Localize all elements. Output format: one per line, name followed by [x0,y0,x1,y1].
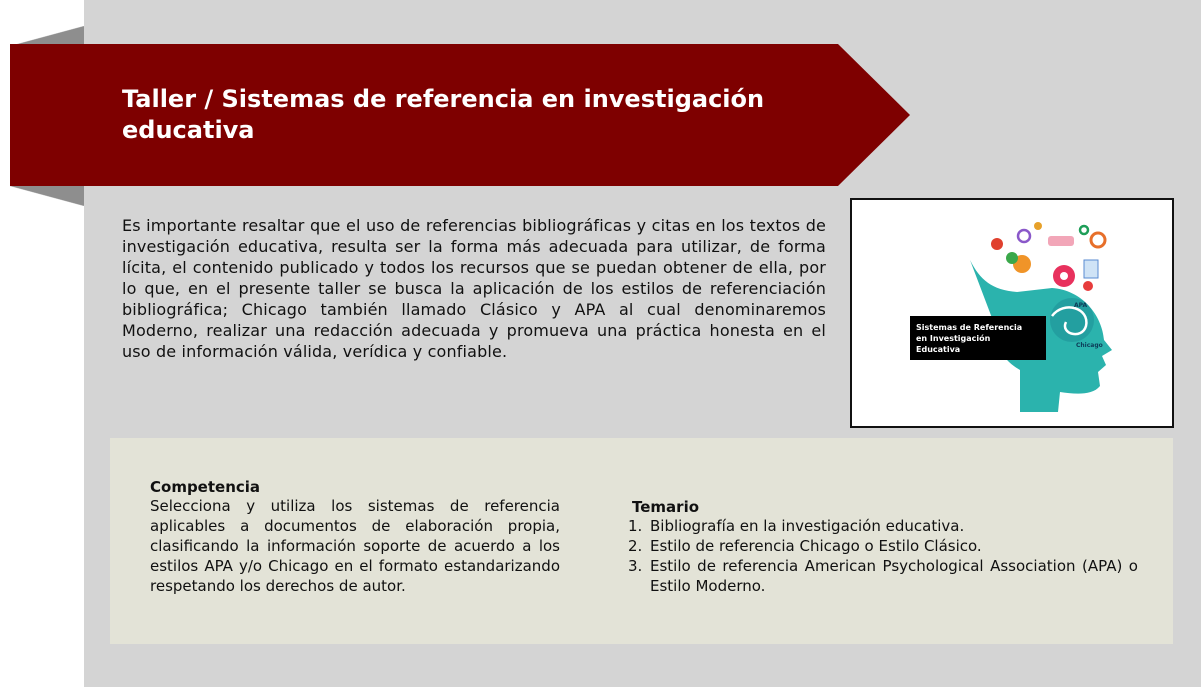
illustration-frame [850,198,1174,428]
caption-line-1: Sistemas de Referencia [916,323,1023,332]
caption-line-3: Educativa [916,345,961,354]
banner-fold-bottom [10,186,84,206]
competencia-heading: Competencia [150,478,261,496]
list-item-text: Estilo de referencia American Psychological Association (APA) o Estilo Moderno. [650,557,1138,595]
temario-list [628,516,1138,596]
network-node-icon [1034,222,1042,230]
list-item-text: Bibliografía en la investigación educativa. [650,517,965,535]
list-item-number: 1. [628,517,643,535]
document-icon [1084,260,1098,278]
flower-center-icon [1060,272,1068,280]
network-icon [1018,230,1030,242]
caption-line-2: en Investigación [916,334,991,343]
list-item [628,556,1138,596]
people-icon [1048,236,1074,246]
heart-icon [1083,281,1093,291]
head-illustration [852,200,1172,426]
temario-heading: Temario [632,498,700,516]
list-item-number: 2. [628,537,643,555]
competencia-text: Selecciona y utiliza los sistemas de referencia aplicables a documentos de elaboración propia, clasificando la información soporte de acuerdo a los estilos APA y/o Chicago en el formato estandarizando respetando los derechos de autor. [150,497,560,595]
gear-icon [1091,233,1105,247]
chicago-label: Chicago [1076,342,1103,349]
list-item-text: Estilo de referencia Chicago o Estilo Clásico. [650,537,982,555]
page-title: Taller / Sistemas de referencia en investigación educativa [122,85,765,144]
apa-label: APA [1074,302,1088,309]
gear-small-icon [1080,226,1088,234]
banner-fold-top [10,26,84,46]
lightbulb-icon [991,238,1003,250]
list-item [628,536,1138,556]
list-item-number: 3. [628,557,643,575]
list-item [628,516,1138,536]
intro-paragraph: Es importante resaltar que el uso de referencias bibliográficas y citas en los textos de investigación educativa, resulta ser la forma más adecuada para utilizar, de forma lícita, el contenido publicado y todos los recursos que se puedan obtener de ella, por lo que, en el presente taller se busca la aplicación de los estilos de referenciación bibliográfica; Chicago también llamado Clásico y APA al cual denominaremos Moderno, realizar una redacción adecuada y promueva una práctica honesta en el uso de información válida, verídica y confiable. [122,216,826,361]
speech-bubble-small-icon [1006,252,1018,264]
